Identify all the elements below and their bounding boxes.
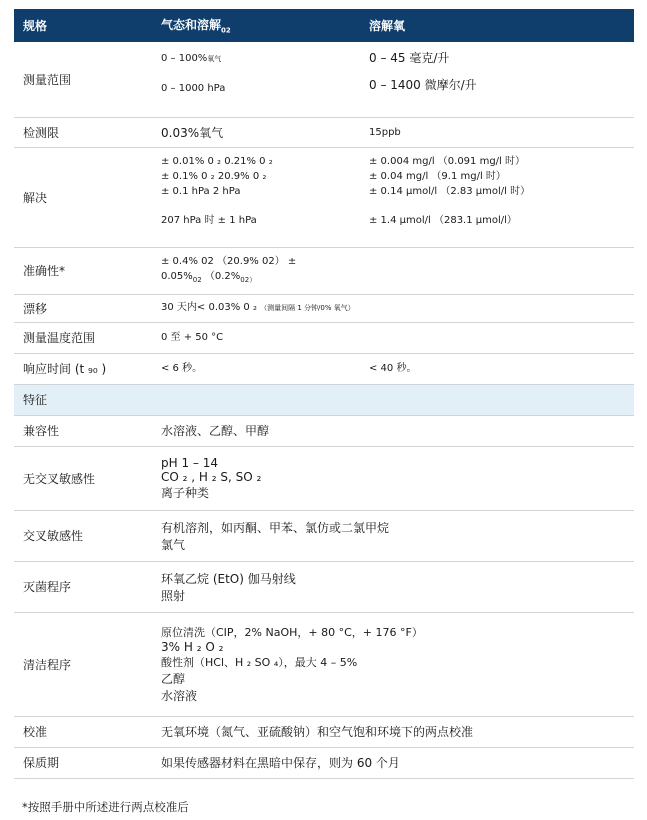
range-gaseous-unit: 氧气: [207, 55, 222, 63]
table-row-detection: [14, 117, 634, 147]
cleaning-line3: 酸性剂（HCl、H ₂ SO ₄），最大 4 – 5%: [161, 656, 358, 669]
drift-value: 30 天内< 0.03% 0 ₂: [161, 302, 257, 313]
detection-gaseous-cell: 0.03%氧气: [152, 117, 360, 147]
cleaning-cell: [152, 612, 634, 716]
response-gaseous-cell: < 6 秒。: [152, 353, 360, 384]
no-cross-cell: [152, 446, 634, 510]
row-label: 测量温度范围: [14, 322, 152, 353]
row-label: 响应时间 (t ₉₀ ): [14, 353, 152, 384]
resolution-gaseous-line3: ± 0.1 hPa 2 hPa: [161, 185, 241, 197]
cleaning-line2: 3% H ₂ O ₂: [161, 640, 224, 654]
resolution-gaseous-line1: ± 0.01% 0 ₂ 0.21% 0 ₂: [161, 155, 273, 167]
resolution-gaseous-line4: 207 hPa 时 ± 1 hPa: [161, 214, 257, 226]
resolution-dissolved-line4: ± 1.4 μmol/l （283.1 μmol/l）: [369, 214, 517, 226]
steril-line1: 环氧乙烷 (EtO) 伽马射线: [161, 571, 296, 586]
cross-cell: [152, 510, 634, 561]
cleaning-line4: 乙醇: [161, 672, 186, 686]
table-row-accuracy: [14, 247, 634, 294]
resolution-gaseous-cell: [152, 147, 360, 247]
shelf-cell: 如果传感器材料在黑暗中保存，则为 60 个月: [152, 747, 634, 778]
no-cross-line3: 离子种类: [161, 485, 210, 500]
accuracy-sub1: 02: [192, 275, 202, 284]
response-dissolved-cell: < 40 秒。: [360, 353, 634, 384]
row-label: 解决: [14, 147, 152, 247]
row-label: 交叉敏感性: [14, 510, 152, 561]
row-label: 校准: [14, 716, 152, 747]
range-dissolved-line2: 0 – 1400 微摩尔/升: [369, 78, 477, 92]
table-row-no-cross: [14, 446, 634, 510]
footnote: *按照手册中所述进行两点校准后: [22, 800, 189, 814]
table-row-range: [14, 42, 634, 117]
row-label: 保质期: [14, 747, 152, 778]
table-row-drift: [14, 294, 634, 322]
section-row-features: [14, 384, 634, 415]
accuracy-line2: [161, 269, 634, 288]
table-row-cleaning: [14, 612, 634, 716]
row-label: 灭菌程序: [14, 561, 152, 612]
range-dissolved-cell: [360, 42, 634, 117]
range-gaseous-line2: 0 – 1000 hPa: [161, 83, 226, 94]
row-label: 清洁程序: [14, 612, 152, 716]
table-row-temp: [14, 322, 634, 353]
row-label: 兼容性: [14, 415, 152, 446]
range-dissolved-line1: 0 – 45 毫克/升: [369, 51, 450, 65]
steril-cell: [152, 561, 634, 612]
accuracy-paren: （0.2%: [204, 270, 241, 282]
table-row-steril: [14, 561, 634, 612]
row-label: 漂移: [14, 294, 152, 322]
row-label: 测量范围: [14, 42, 152, 117]
compat-cell: 水溶液、乙醇、甲醇: [152, 415, 634, 446]
section-label: 特征: [14, 384, 634, 415]
table-row-shelf: [14, 747, 634, 778]
table-row-response: [14, 353, 634, 384]
cross-line2: 氯气: [161, 537, 186, 552]
header-col-gaseous-sub: 02: [221, 26, 231, 35]
row-label: 无交叉敏感性: [14, 446, 152, 510]
drift-note: （测量间隔 1 分钟/0% 氧气）: [260, 304, 355, 312]
row-label: 准确性*: [14, 247, 152, 294]
table-row-compat: [14, 415, 634, 446]
accuracy-sub2: 02）: [240, 275, 257, 284]
range-gaseous-value: 0 – 100%: [161, 53, 208, 64]
cleaning-cip: 原位清洗（CIP，2% NaOH，+ 80 °C，+ 176 °F）: [161, 626, 423, 639]
detection-dissolved-cell: 15ppb: [360, 117, 634, 147]
resolution-dissolved-cell: [360, 147, 634, 247]
spec-table: [14, 9, 634, 779]
accuracy-cell: [152, 247, 634, 294]
header-col-spec: 规格: [14, 9, 152, 42]
resolution-dissolved-line3: ± 0.14 μmol/l （2.83 μmol/l 时）: [369, 185, 531, 197]
table-header-row: [14, 9, 634, 42]
no-cross-line1: pH 1 – 14: [161, 455, 218, 470]
row-label: 检测限: [14, 117, 152, 147]
table-row-cross: [14, 510, 634, 561]
accuracy-value: 0.05%: [161, 270, 193, 282]
cleaning-line1: [161, 624, 634, 640]
header-col-gaseous-label: 气态和溶解: [161, 18, 222, 33]
drift-cell: [152, 294, 634, 322]
resolution-gaseous-line2: ± 0.1% 0 ₂ 20.9% 0 ₂: [161, 170, 267, 182]
calibration-cell: 无氧环境（氮气、亚硫酸钠）和空气饱和环境下的两点校准: [152, 716, 634, 747]
cleaning-line5: 水溶液: [161, 689, 198, 703]
cross-line1: 有机溶剂，如丙酮、甲苯、氯仿或二氯甲烷: [161, 520, 390, 535]
resolution-dissolved-line1: ± 0.004 mg/l （0.091 mg/l 时）: [369, 155, 526, 167]
range-gaseous-line1: [161, 51, 360, 67]
accuracy-line1: ± 0.4% 02 （20.9% 02） ±: [161, 255, 297, 267]
no-cross-line2: CO ₂ , H ₂ S, SO ₂: [161, 469, 262, 484]
resolution-dissolved-line2: ± 0.04 mg/l （9.1 mg/l 时）: [369, 170, 506, 182]
header-col-gaseous: [152, 9, 360, 42]
temp-cell: 0 至 + 50 °C: [152, 322, 634, 353]
header-col-dissolved: 溶解氧: [360, 9, 634, 42]
table-row-calibration: [14, 716, 634, 747]
steril-line2: 照射: [161, 588, 186, 603]
range-gaseous-cell: [152, 42, 360, 117]
table-row-resolution: [14, 147, 634, 247]
